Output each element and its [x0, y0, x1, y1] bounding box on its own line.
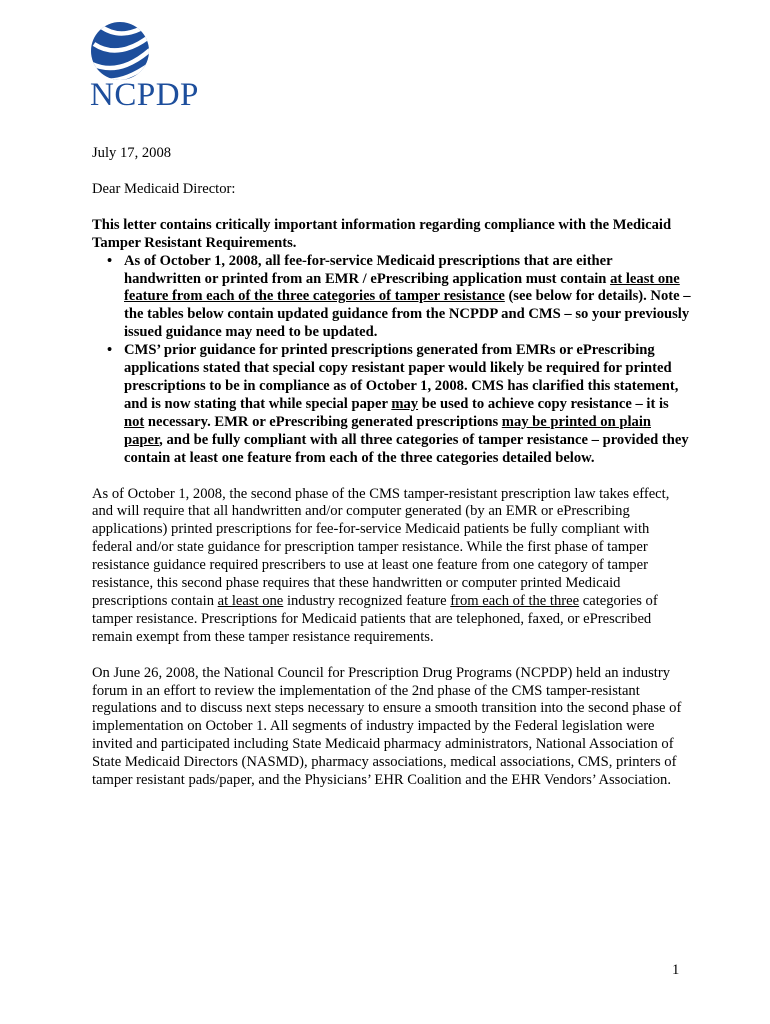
body-paragraph	[92, 486, 692, 647]
list-item	[107, 342, 692, 467]
underlined-text: not	[124, 413, 145, 430]
ncpdp-globe-icon	[90, 20, 150, 82]
logo-text: NCPDP	[90, 77, 199, 113]
bullet-icon: •	[107, 252, 113, 269]
underlined-text: at least one	[217, 592, 284, 609]
underlined-text: may be printed on plain paper	[124, 413, 651, 448]
intro-statement: This letter contains critically important information regarding compliance with the Medicaid Tamper Resistant Requirements.	[92, 216, 672, 251]
text-run: industry recognized feature	[283, 592, 451, 609]
underlined-text: at least one feature from each of the three categories of tamper resistance	[124, 270, 680, 305]
text-run: CMS’ prior guidance for printed prescriptions generated from EMRs or ePrescribing applications stated that special copy resistant paper would likely be required for printed prescriptions to be in compliance as of October 1, 2008. CMS has clarified this statement, and is now stating that while special paper	[124, 342, 679, 412]
key-points-list	[92, 253, 692, 468]
salutation: Dear Medicaid Director:	[92, 180, 236, 197]
text-run: necessary. EMR or ePrescribing generated prescriptions	[144, 413, 502, 430]
text-run: On June 26, 2008, the National Council for Prescription Drug Programs (NCPDP) held an industry forum in an effort to review the implementation of the 2nd phase of the CMS tamper-resistant regulations and to discuss next steps necessary to ensure a smooth transition into the second phase of implementation on October 1. All segments of industry impacted by the Federal legislation were invited and participated including State Medicaid pharmacy administrators, National Association of State Medicaid Directors (NASMD), pharmacy associations, medical associations, CMS, printers of tamper resistant pads/paper, and the Physicians’ EHR Coalition and the EHR Vendors’ Association.	[92, 664, 682, 789]
ncpdp-logo	[90, 20, 230, 112]
underlined-text: may	[391, 395, 419, 412]
text-run: (see below for details). Note – the tables below contain updated guidance from the NCPDP and CMS – so your previously issued guidance may need to be updated.	[124, 288, 691, 341]
body-paragraphs	[92, 486, 692, 791]
text-run: , and be fully compliant with all three categories of tamper resistance – provided they contain at least one feature from each of the three categories detailed below.	[124, 431, 689, 466]
bullet-icon: •	[107, 342, 113, 359]
letter-date: July 17, 2008	[92, 145, 172, 161]
text-run: As of October 1, 2008, the second phase of the CMS tamper-resistant prescription law takes effect, and will require that all handwritten and/or computer generated (by an EMR or ePrescribing applications) printed prescriptions for fee-for-service Medicaid patients be fully compliant with federal and/or state guidance for prescription tamper resistance. While the first phase of tamper resistance guidance required prescribers to use at least one feature from one category of tamper resistance, this second phase requires that these handwritten or computer printed Medicaid prescriptions contain	[92, 485, 670, 609]
text-run: be used to achieve copy resistance – it is	[418, 395, 669, 412]
text-run: As of October 1, 2008, all fee-for-service Medicaid prescriptions that are either handwritten or printed from an EMR / ePrescribing application must contain	[124, 252, 613, 287]
page-number: 1	[672, 962, 680, 978]
letter-body	[92, 145, 692, 808]
text-run: categories of tamper resistance. Prescriptions for Medicaid patients that are telephoned, faxed, or ePrescribed remain exempt from these tamper resistance requirements.	[92, 592, 658, 645]
underlined-text: from each of the three	[450, 592, 580, 609]
list-item	[107, 252, 692, 343]
body-paragraph	[92, 665, 692, 790]
